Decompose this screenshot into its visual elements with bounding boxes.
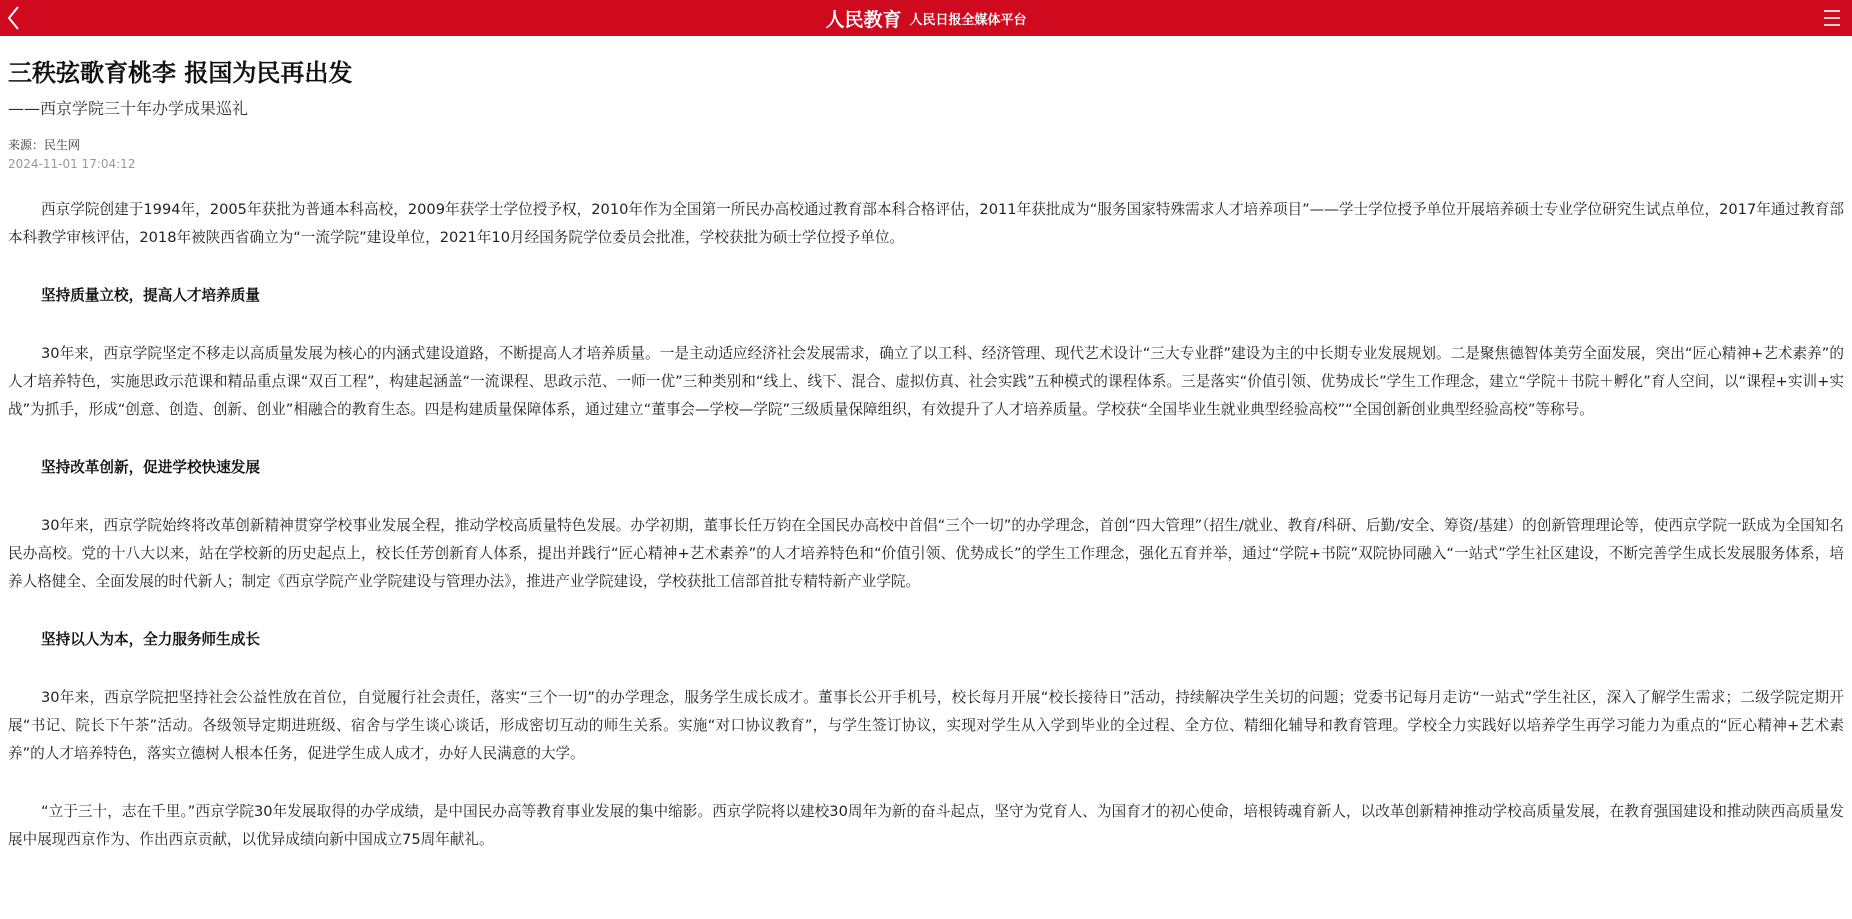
top-app-bar [0,0,1852,36]
section-heading: 坚持以人为本，全力服务师生成长 [41,631,260,648]
hamburger-menu-icon [1820,6,1844,30]
article-title: 三秩弦歌育桃李 报国为民再出发 [8,59,353,87]
paragraph: 30年来，西京学院把坚持社会公益性放在首位，自觉履行社会责任，落实“三个一切”的办学理念，服务学生成长成才。董事长公开手机号，校长每月开展“校长接待日”活动，持续解决学生关切的问题；党委书记每月走访“一站式”学生社区，深入了解学生需求；二级学院定期开展“书记、院长下午茶”活动。各级领导定期进班级、宿舍与学生谈心谈话，形成密切互动的师生关系。实施“对口协议教育”，与学生签订协议，实现对学生从入学到毕业的全过程、全方位、精细化辅导和教育管理。学校全力实践好以培养学生再学习能力为重点的“匠心精神+艺术素养”的人才培养特色，落实立德树人根本任务，促进学生成人成才，办好人民满意的大学。 [8,689,1844,762]
article [8,36,1844,854]
brand-name: 人民教育 [825,8,902,31]
article-source: 来源：民生网 [8,138,81,152]
paragraph: “立于三十，志在千里。”西京学院30年发展取得的办学成绩，是中国民办高等教育事业发展的集中缩影。西京学院将以建校30周年为新的奋斗起点，坚守为党育人、为国育才的初心使命，培根铸魂育新人，以改革创新精神推动学校高质量发展，在教育强国建设和推动陕西高质量发展中展现西京作为、作出西京贡献，以优异成绩向新中国成立75周年献礼。 [8,803,1844,848]
article-date: 2024-11-01 17:04:12 [8,157,136,171]
paragraph: 30年来，西京学院坚定不移走以高质量发展为核心的内涵式建设道路，不断提高人才培养质量。一是主动适应经济社会发展需求，确立了以工科、经济管理、现代艺术设计“三大专业群”建设为主的中长期专业发展规划。二是聚焦德智体美劳全面发展，突出“匠心精神+艺术素养”的人才培养特色，实施思政示范课和精品重点课“双百工程”，构建起涵盖“一流课程、思政示范、一师一优”三种类别和“线上、线下、混合、虚拟仿真、社会实践”五种模式的课程体系。三是落实“价值引领、优势成长”学生工作理念，建立“学院＋书院＋孵化”育人空间，以“课程+实训+实战”为抓手，形成“创意、创造、创新、创业”相融合的教育生态。四是构建质量保障体系，通过建立“董事会—学校—学院”三级质量保障组织，有效提升了人才培养质量。学校获“全国毕业生就业典型经验高校”“全国创新创业典型经验高校”等称号。 [8,345,1844,418]
menu-button[interactable] [1820,6,1844,30]
article-body [8,196,1844,854]
section-heading: 坚持质量立校，提高人才培养质量 [41,287,260,304]
paragraph: 西京学院创建于1994年，2005年获批为普通本科高校，2009年获学士学位授予权，2010年作为全国第一所民办高校通过教育部本科合格评估，2011年获批成为“服务国家特殊需求人才培养项目”——学士学位授予单位开展培养硕士专业学位研究生试点单位，2017年通过教育部本科教学审核评估，2018年被陕西省确立为“一流学院”建设单位，2021年10月经国务院学位委员会批准，学校获批为硕士学位授予单位。 [8,201,1844,246]
paragraph: 30年来，西京学院始终将改革创新精神贯穿学校事业发展全程，推动学校高质量特色发展。办学初期，董事长任万钧在全国民办高校中首倡“三个一切”的办学理念，首创“四大管理”（招生/就业、教育/科研、后勤/安全、筹资/基建）的创新管理理论等，使西京学院一跃成为全国知名民办高校。党的十八大以来，站在学校新的历史起点上，校长任芳创新育人体系，提出并践行“匠心精神+艺术素养”的人才培养特色和“价值引领、优势成长”的学生工作理念，强化五育并举，通过“学院+书院”双院协同融入“一站式”学生社区建设，不断完善学生成长发展服务体系，培养人格健全、全面发展的时代新人；制定《西京学院产业学院建设与管理办法》，推进产业学院建设，学校获批工信部首批专精特新产业学院。 [8,517,1844,590]
brand-tagline: 人民日报全媒体平台 [909,12,1027,28]
section-heading: 坚持改革创新，促进学校快速发展 [41,459,260,476]
article-subtitle: ——西京学院三十年办学成果巡礼 [8,99,249,118]
brand [0,0,1852,36]
